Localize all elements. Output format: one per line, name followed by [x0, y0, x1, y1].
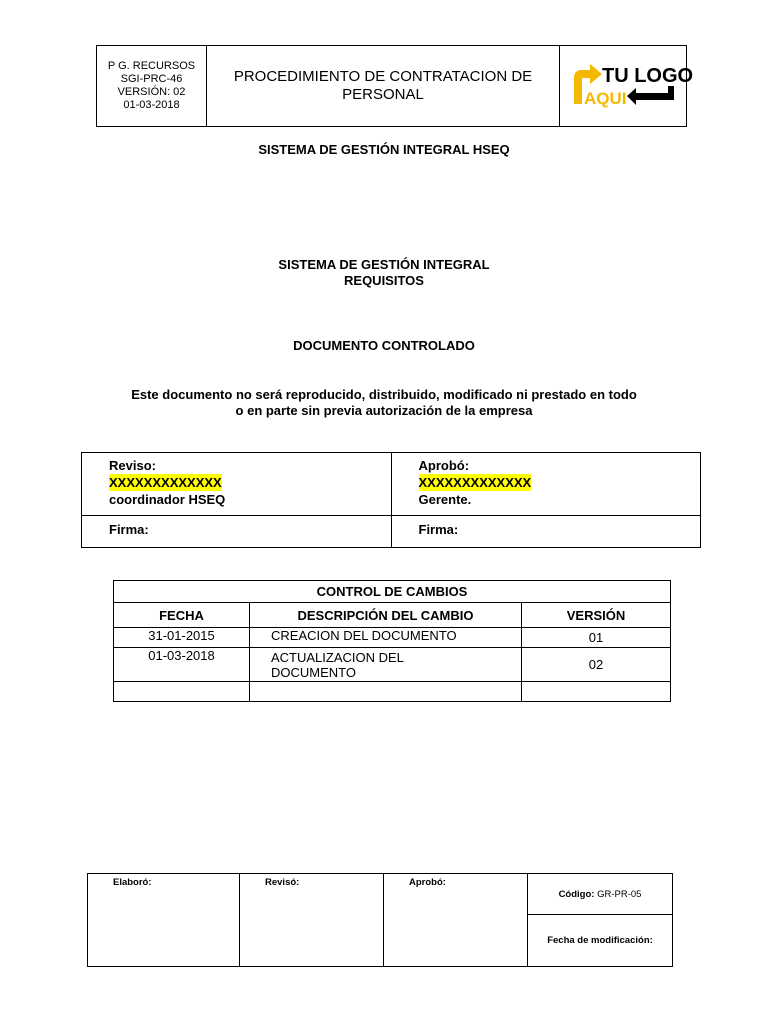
approval-table — [81, 452, 701, 548]
row-date: 01-03-2018 — [114, 648, 250, 682]
table-row — [114, 682, 671, 702]
aprobo-label: Aprobó: — [418, 458, 470, 473]
notice-text — [0, 387, 768, 419]
reviewer-role: coordinador HSEQ — [109, 492, 226, 507]
system-title: SISTEMA DE GESTIÓN INTEGRAL HSEQ — [258, 142, 510, 157]
header-fecha: FECHA — [114, 603, 250, 628]
notice-line2: o en parte sin previa autorización de la empresa — [235, 403, 533, 418]
controlled-label: DOCUMENTO CONTROLADO — [293, 338, 475, 353]
doc-title-line1: PROCEDIMIENTO DE CONTRATACION DE — [233, 68, 533, 85]
doc-info-cell — [97, 46, 207, 127]
header-descripcion: DESCRIPCIÓN DEL CAMBIO — [250, 603, 522, 628]
row-desc: CREACION DEL DOCUMENTO — [250, 628, 522, 648]
row-desc — [250, 648, 522, 682]
doc-area: P G. RECURSOS — [107, 60, 196, 72]
doc-version: VERSIÓN: 02 — [117, 86, 186, 98]
logo-text-2: AQUI — [584, 88, 627, 108]
notice-line1: Este documento no será reproducido, distribuido, modificado ni prestado en todo — [131, 387, 637, 402]
codigo-value: GR-PR-05 — [597, 888, 642, 900]
footer-codigo — [528, 874, 673, 915]
row-desc-line1: ACTUALIZACION DEL — [271, 649, 404, 665]
footer-table — [87, 873, 673, 967]
doc-title-cell — [207, 46, 560, 127]
table-row — [114, 648, 671, 682]
codigo-label: Código: — [558, 888, 595, 900]
reviewer-name: XXXXXXXXXXXXX — [109, 475, 222, 490]
row-date — [114, 682, 250, 702]
approver-name: XXXXXXXXXXXXX — [418, 475, 532, 490]
logo-arrow-return-icon — [627, 86, 674, 105]
row-version — [522, 682, 671, 702]
doc-date: 01-03-2018 — [123, 99, 180, 111]
row-desc-line2: DOCUMENTO — [271, 664, 356, 680]
section-title-line1: SISTEMA DE GESTIÓN INTEGRAL — [278, 257, 490, 272]
changes-table — [113, 580, 671, 702]
doc-code: SGI-PRC-46 — [120, 73, 183, 85]
row-version: 01 — [522, 628, 671, 648]
row-version: 02 — [522, 648, 671, 682]
header-version: VERSIÓN — [522, 603, 671, 628]
row-date: 31-01-2015 — [114, 628, 250, 648]
approver-role: Gerente. — [418, 492, 472, 507]
footer-reviso: Revisó: — [240, 874, 384, 967]
company-logo — [564, 60, 694, 108]
doc-title-line2: PERSONAL — [342, 86, 424, 103]
footer-fecha-modificacion: Fecha de modificación: — [528, 915, 673, 967]
footer-elaboro: Elaboró: — [88, 874, 240, 967]
table-row — [114, 628, 671, 648]
changes-title: CONTROL DE CAMBIOS — [114, 581, 671, 603]
footer-aprobo: Aprobó: — [384, 874, 528, 967]
header-table — [96, 45, 694, 127]
approver-cell — [391, 453, 701, 516]
firma-right: Firma: — [391, 516, 701, 548]
firma-left: Firma: — [82, 516, 392, 548]
section-title-line2: REQUISITOS — [344, 273, 424, 288]
section-title — [0, 257, 768, 289]
logo-text-1: TU LOGO — [602, 64, 694, 87]
reviewer-cell — [82, 453, 392, 516]
reviso-label: Reviso: — [109, 458, 156, 473]
logo-cell — [560, 46, 694, 127]
row-desc — [250, 682, 522, 702]
